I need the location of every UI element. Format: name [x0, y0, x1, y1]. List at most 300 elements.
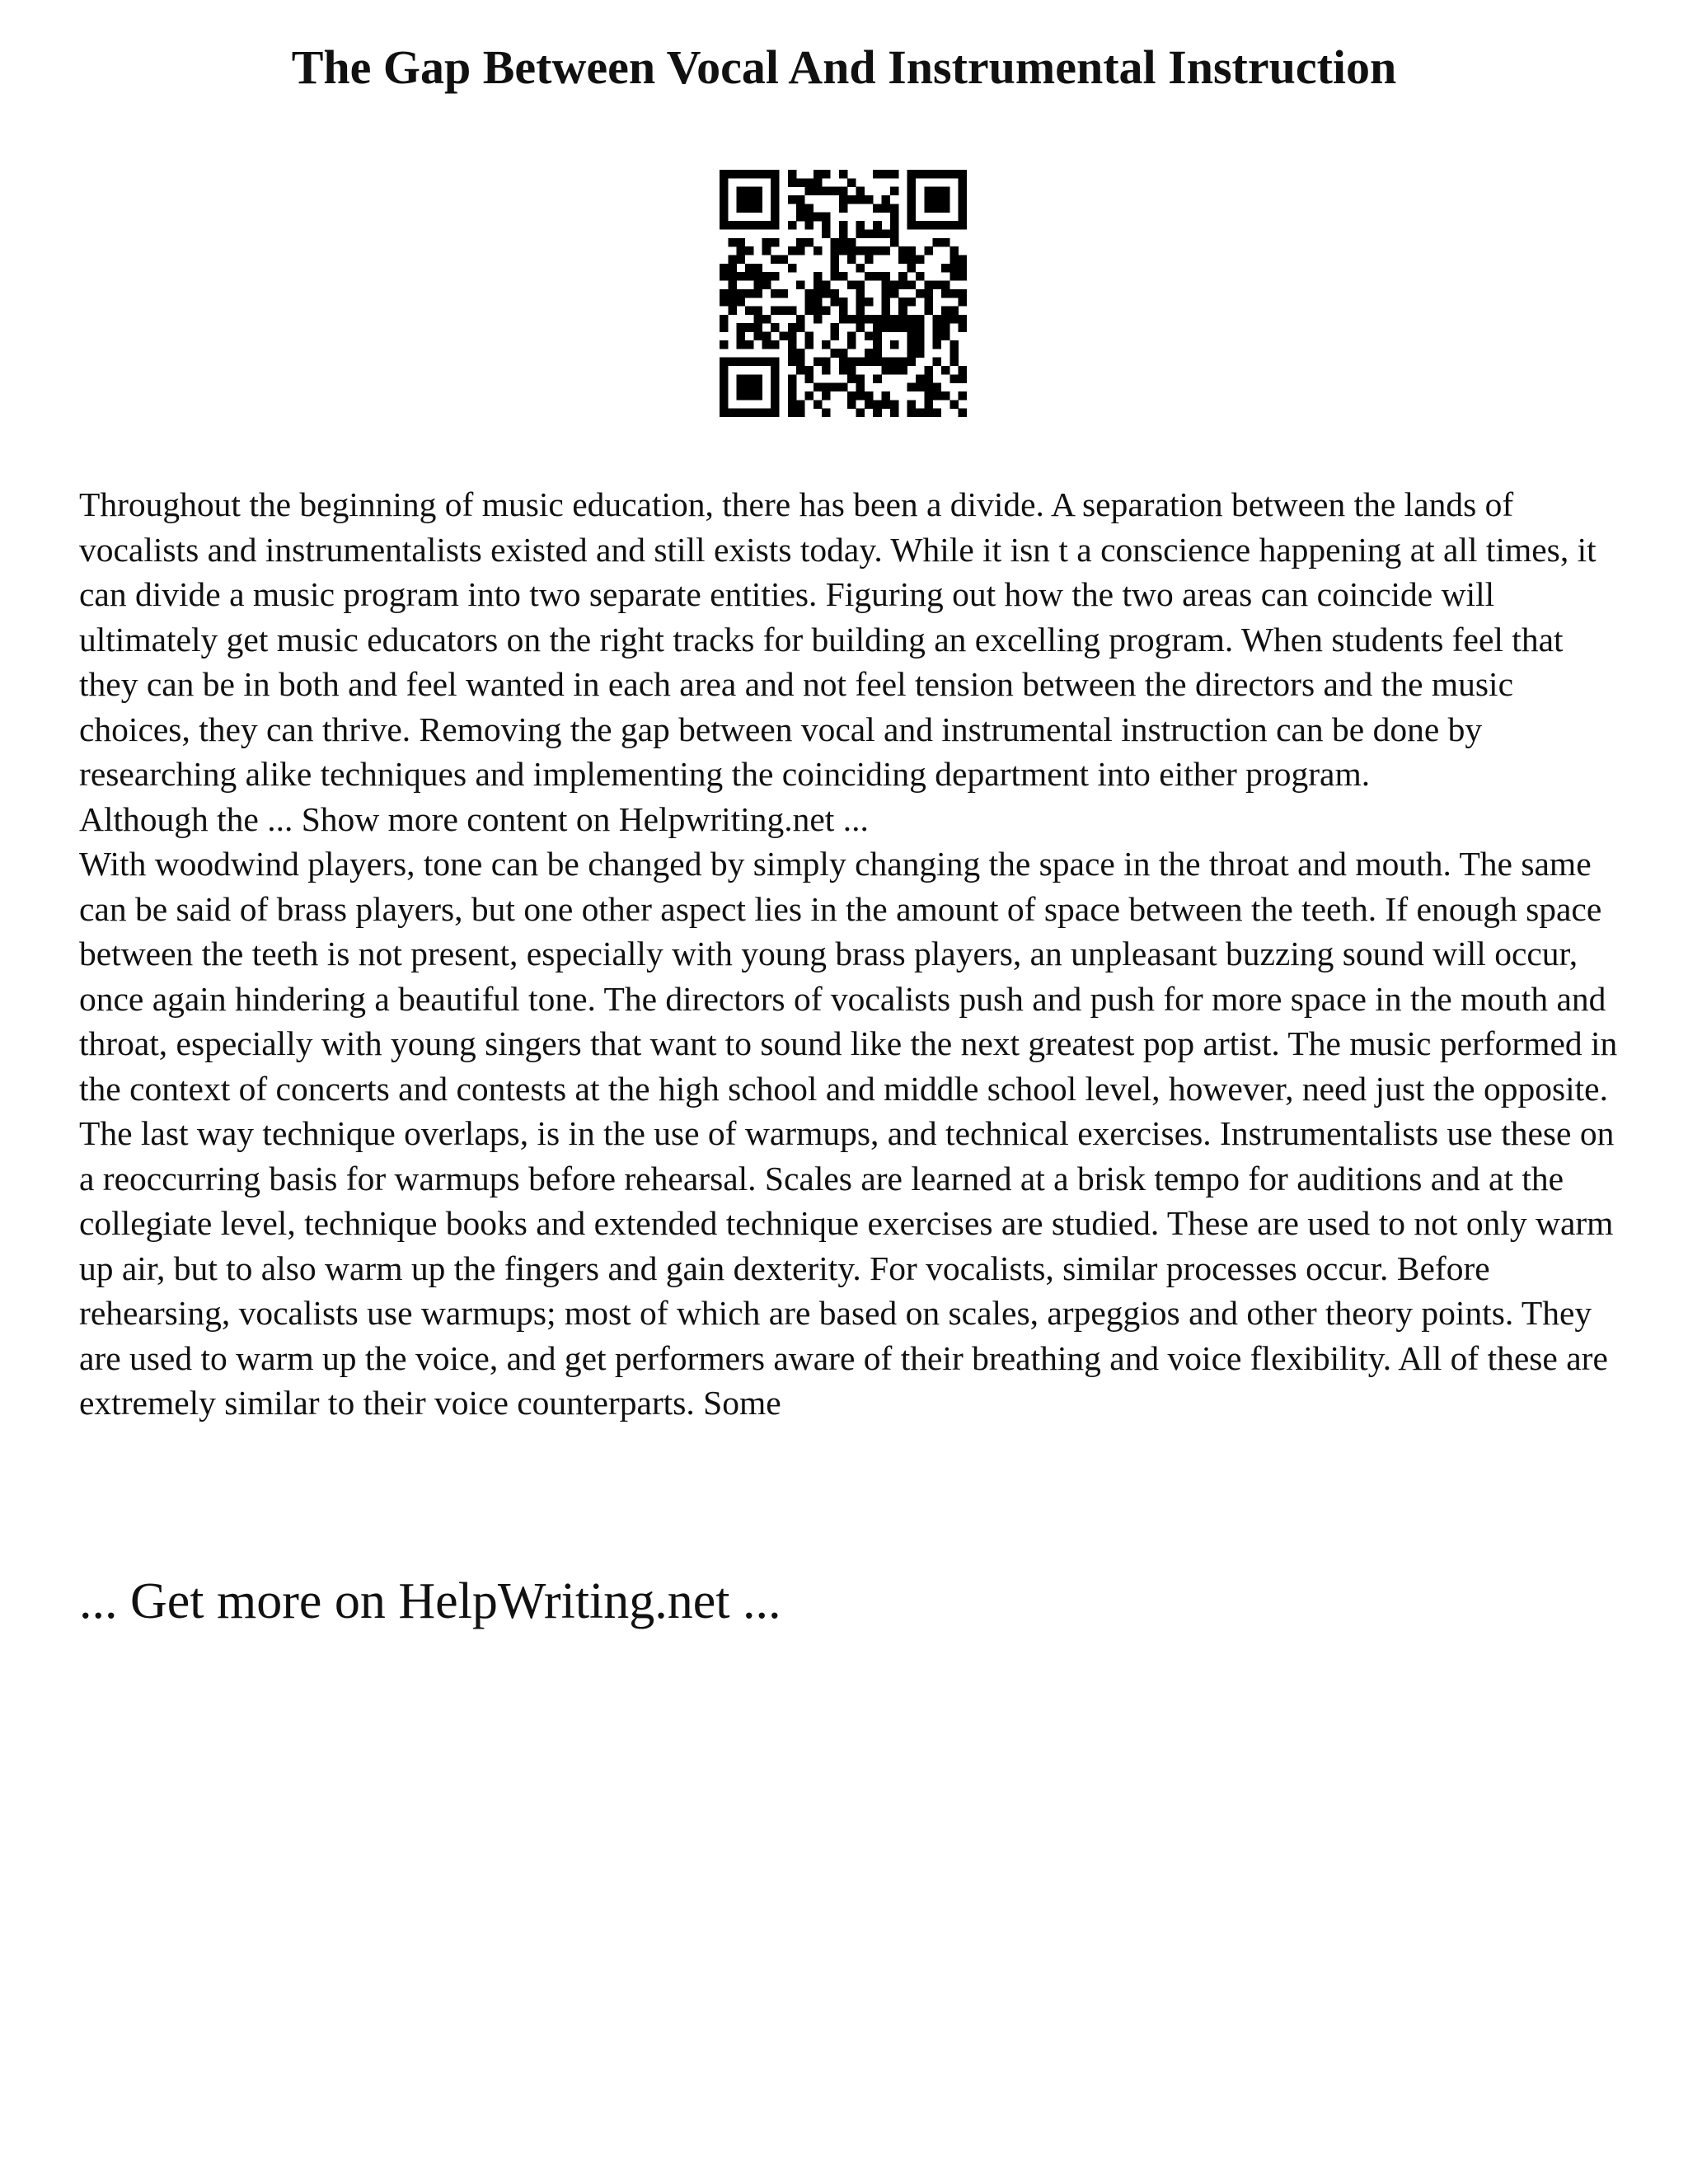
qr-module [771, 400, 780, 409]
qr-module [720, 213, 729, 222]
qr-module [924, 195, 933, 204]
qr-module [737, 195, 746, 204]
qr-module [796, 323, 805, 332]
qr-module [950, 349, 959, 358]
qr-module [890, 409, 899, 417]
qr-module [924, 400, 933, 409]
qr-module [737, 298, 746, 307]
qr-module [959, 255, 967, 264]
get-more-link[interactable]: ... Get more on HelpWriting.net ... [79, 1573, 781, 1629]
qr-module [924, 170, 933, 179]
qr-module [847, 391, 856, 401]
qr-module [720, 178, 729, 187]
qr-module [822, 221, 831, 230]
qr-module [788, 374, 797, 383]
qr-module [728, 289, 737, 298]
qr-module [865, 400, 874, 409]
qr-module [916, 383, 925, 392]
qr-module [804, 307, 814, 316]
qr-module [720, 400, 729, 409]
qr-module [788, 409, 797, 417]
qr-module [753, 332, 762, 341]
qr-module [762, 238, 771, 247]
paragraph-intro: Throughout the beginning of music education, there has been a divide. A separation between the lands of vocalists and instrumentalists existed and still exists today. While it isn t a conscience happening at all times, it can divide a music program into two separate entities. Figuring out how the two areas can coincide will ultimately get music educators on the right tracks for building an excelling program. When students feel that they can be in both and feel wanted in each area and not feel tension between the directors and the music choices, they can thrive. Removing the gap between vocal and instrumental instruction can be done by researching alike techniques and implementing the coinciding department into either program. [79, 485, 1597, 793]
qr-module [830, 238, 839, 247]
qr-module [720, 204, 729, 213]
qr-module [873, 315, 882, 324]
qr-module [737, 358, 746, 367]
qr-module [839, 187, 848, 196]
qr-module [941, 187, 950, 196]
qr-module [737, 255, 746, 264]
qr-module [856, 246, 865, 255]
qr-module [941, 307, 950, 316]
qr-module [890, 340, 899, 349]
qr-module [941, 221, 950, 230]
qr-module [890, 400, 899, 409]
qr-module [762, 170, 771, 179]
qr-module [788, 246, 797, 255]
qr-module [882, 204, 891, 213]
qr-module [924, 366, 933, 375]
qr-module [907, 221, 917, 230]
qr-module [916, 170, 925, 179]
qr-module [788, 332, 797, 341]
qr-module [804, 187, 814, 196]
qr-module [753, 195, 762, 204]
qr-module [950, 264, 959, 273]
qr-module [933, 332, 942, 341]
qr-module [847, 178, 856, 187]
qr-module [950, 221, 959, 230]
qr-module [737, 246, 746, 255]
qr-module [720, 315, 729, 324]
qr-module [745, 391, 754, 401]
qr-module [762, 246, 771, 255]
qr-module [950, 340, 959, 349]
qr-module [898, 315, 907, 324]
qr-module [762, 340, 771, 349]
qr-module [745, 221, 754, 230]
qr-module [950, 272, 959, 281]
qr-module [856, 298, 865, 307]
qr-module [865, 298, 874, 307]
qr-module [830, 187, 839, 196]
qr-module [907, 409, 917, 417]
qr-module [788, 358, 797, 367]
qr-module [771, 374, 780, 383]
qr-module [830, 264, 839, 273]
qr-module [728, 358, 737, 367]
qr-module [737, 221, 746, 230]
qr-module [762, 409, 771, 417]
qr-module [745, 187, 754, 196]
qr-module [804, 374, 814, 383]
qr-module [788, 170, 797, 179]
qr-module [822, 280, 831, 289]
qr-module [950, 170, 959, 179]
qr-module [924, 383, 933, 392]
qr-module [941, 332, 950, 341]
qr-module [924, 280, 933, 289]
qr-module [839, 221, 848, 230]
qr-module [830, 246, 839, 255]
qr-module [822, 307, 831, 316]
qr-module [856, 374, 865, 383]
qr-module [916, 289, 925, 298]
qr-module [847, 238, 856, 247]
qr-module [822, 409, 831, 417]
qr-module [873, 272, 882, 281]
qr-module [924, 307, 933, 316]
qr-module [941, 391, 950, 401]
qr-module [959, 213, 967, 222]
qr-module [907, 400, 917, 409]
qr-module [890, 280, 899, 289]
qr-module [856, 229, 865, 238]
qr-module [873, 323, 882, 332]
qr-module [959, 272, 967, 281]
qr-module [737, 391, 746, 401]
qr-module [796, 366, 805, 375]
qr-module [890, 229, 899, 238]
qr-module [873, 229, 882, 238]
qr-module [959, 187, 967, 196]
qr-module [796, 409, 805, 417]
qr-module [753, 264, 762, 273]
qr-module [916, 349, 925, 358]
qr-module [924, 391, 933, 401]
qr-module [847, 246, 856, 255]
qr-module [941, 315, 950, 324]
qr-module [933, 170, 942, 179]
qr-module [720, 374, 729, 383]
qr-module [847, 332, 856, 341]
qr-module [771, 187, 780, 196]
qr-module [762, 280, 771, 289]
qr-module [814, 383, 823, 392]
qr-module [907, 170, 917, 179]
qr-module [907, 280, 917, 289]
qr-module [890, 170, 899, 179]
qr-module [788, 323, 797, 332]
qr-module [941, 195, 950, 204]
qr-module [890, 187, 899, 196]
qr-module [796, 280, 805, 289]
qr-module [796, 213, 805, 222]
qr-module [771, 289, 780, 298]
qr-module [720, 170, 729, 179]
qr-module [959, 315, 967, 324]
qr-module [898, 246, 907, 255]
qr-module [882, 307, 891, 316]
qr-module [728, 264, 737, 273]
qr-module [737, 238, 746, 247]
qr-module [771, 195, 780, 204]
qr-module [779, 289, 788, 298]
qr-module [907, 383, 917, 392]
qr-module [796, 204, 805, 213]
qr-module [737, 374, 746, 383]
qr-module [924, 409, 933, 417]
qr-module [720, 366, 729, 375]
qr-module [814, 298, 823, 307]
qr-module [771, 213, 780, 222]
qr-module [822, 358, 831, 367]
qr-module [890, 238, 899, 247]
qr-module [873, 170, 882, 179]
qr-module [865, 391, 874, 401]
qr-module [898, 255, 907, 264]
qr-module [865, 349, 874, 358]
qr-module [933, 187, 942, 196]
qr-module [728, 221, 737, 230]
qr-module [788, 264, 797, 273]
qr-module [865, 195, 874, 204]
qr-module [847, 374, 856, 383]
qr-module [830, 332, 839, 341]
qr-module [924, 289, 933, 298]
qr-module [796, 349, 805, 358]
qr-module [898, 298, 907, 307]
qr-module [737, 187, 746, 196]
qr-module [890, 289, 899, 298]
qr-module [788, 391, 797, 401]
qr-module [941, 264, 950, 273]
qr-module [804, 221, 814, 230]
qr-module [890, 323, 899, 332]
qr-module [865, 272, 874, 281]
qr-module [814, 272, 823, 281]
qr-module [745, 195, 754, 204]
qr-module [728, 272, 737, 281]
qr-module [779, 332, 788, 341]
qr-module [745, 170, 754, 179]
qr-module [959, 178, 967, 187]
qr-module [822, 187, 831, 196]
qr-module [847, 195, 856, 204]
qr-module [804, 340, 814, 349]
qr-module [753, 323, 762, 332]
qr-module [898, 323, 907, 332]
qr-module [847, 340, 856, 349]
qr-module [924, 374, 933, 383]
paragraph-warmups: The last way technique overlaps, is in the use of warmups, and technical exercises. Instrumentalists use these on a reoccurring basis for warmups before rehearsal. Scales are learned at a brisk tempo for auditions and at the collegiate level, technique books and extended technique exercises are studied. These are used to not only warm up air, but to also warm up the fingers and gain dexterity. For vocalists, similar processes occur. Before rehearsing, vocalists use warmups; most of which are based on scales, arpeggios and other theory points. They are used to warm up the voice, and get performers aware of their breathing and voice flexibility. All of these are extremely similar to their voice counterparts. Some [79, 1114, 1615, 1422]
qr-code-graphic [720, 170, 967, 417]
qr-module [728, 298, 737, 307]
qr-module [839, 298, 848, 307]
qr-module [839, 307, 848, 316]
qr-module [882, 170, 891, 179]
qr-module [959, 221, 967, 230]
qr-module [839, 246, 848, 255]
qr-module [753, 272, 762, 281]
qr-module [847, 400, 856, 409]
qr-module [814, 400, 823, 409]
show-more-line: Although the ... Show more content on Helpwriting.net ... [79, 799, 869, 838]
qr-module [728, 238, 737, 247]
qr-module [745, 272, 754, 281]
qr-module [830, 298, 839, 307]
qr-module [882, 366, 891, 375]
qr-module [814, 178, 823, 187]
qr-module [933, 409, 942, 417]
qr-module [796, 178, 805, 187]
qr-module [745, 374, 754, 383]
qr-module [882, 323, 891, 332]
qr-module [771, 204, 780, 213]
qr-module [924, 221, 933, 230]
qr-module [933, 391, 942, 401]
qr-module [753, 307, 762, 316]
qr-module [720, 264, 729, 273]
qr-module [916, 374, 925, 383]
qr-module [804, 289, 814, 298]
qr-module [907, 358, 917, 367]
qr-module [916, 221, 925, 230]
qr-module [941, 280, 950, 289]
qr-module [737, 383, 746, 392]
qr-module [737, 323, 746, 332]
qr-module [924, 298, 933, 307]
qr-module [950, 307, 959, 316]
qr-module [771, 340, 780, 349]
qr-module [720, 298, 729, 307]
qr-module [890, 366, 899, 375]
qr-module [796, 195, 805, 204]
qr-module [814, 170, 823, 179]
qr-module [830, 349, 839, 358]
qr-module [839, 366, 848, 375]
qr-module [804, 366, 814, 375]
qr-module [907, 298, 917, 307]
qr-module [856, 383, 865, 392]
qr-module [907, 315, 917, 324]
qr-module [753, 391, 762, 401]
qr-module [753, 315, 762, 324]
qr-module [907, 246, 917, 255]
qr-module [907, 255, 917, 264]
qr-module [916, 255, 925, 264]
qr-module [753, 409, 762, 417]
qr-module [916, 272, 925, 281]
qr-module [865, 255, 874, 264]
qr-module [950, 374, 959, 383]
qr-module [856, 187, 865, 196]
qr-module [753, 383, 762, 392]
qr-module [788, 195, 797, 204]
qr-module [882, 358, 891, 367]
qr-module [950, 358, 959, 367]
qr-module [745, 323, 754, 332]
qr-module [856, 315, 865, 324]
qr-module [728, 307, 737, 316]
qr-module [941, 323, 950, 332]
qr-module [941, 204, 950, 213]
qr-module [941, 238, 950, 247]
qr-module [950, 289, 959, 298]
qr-module [771, 272, 780, 281]
qr-module [907, 323, 917, 332]
qr-module [873, 349, 882, 358]
qr-module [873, 374, 882, 383]
qr-module [753, 280, 762, 289]
qr-module [814, 315, 823, 324]
qr-module [856, 307, 865, 316]
qr-module [771, 221, 780, 230]
qr-module [907, 340, 917, 349]
qr-module [771, 238, 780, 247]
qr-module [737, 204, 746, 213]
qr-module [959, 366, 967, 375]
qr-module [796, 315, 805, 324]
qr-module [873, 340, 882, 349]
qr-module [788, 349, 797, 358]
qr-module [745, 340, 754, 349]
qr-module [933, 358, 942, 367]
qr-module [856, 323, 865, 332]
qr-module [898, 366, 907, 375]
qr-module [822, 391, 831, 401]
qr-module [753, 374, 762, 383]
qr-module [822, 383, 831, 392]
qr-module [873, 246, 882, 255]
qr-module [737, 170, 746, 179]
qr-module [856, 391, 865, 401]
qr-module [720, 187, 729, 196]
qr-module [898, 280, 907, 289]
qr-module [933, 204, 942, 213]
qr-module [865, 315, 874, 324]
qr-module [771, 366, 780, 375]
qr-module [720, 323, 729, 332]
qr-module [873, 332, 882, 341]
qr-module [916, 332, 925, 341]
qr-module [839, 272, 848, 281]
qr-module [728, 255, 737, 264]
qr-module [950, 315, 959, 324]
qr-module [771, 358, 780, 367]
qr-module [898, 358, 907, 367]
qr-module [916, 409, 925, 417]
qr-module [941, 289, 950, 298]
qr-module [907, 332, 917, 341]
qr-module [728, 409, 737, 417]
qr-module [839, 229, 848, 238]
qr-module [771, 323, 780, 332]
qr-module [822, 213, 831, 222]
qr-module [796, 358, 805, 367]
qr-module [728, 280, 737, 289]
qr-module [890, 213, 899, 222]
qr-module [916, 323, 925, 332]
article-body [79, 482, 1629, 1426]
qr-module [959, 323, 967, 332]
qr-module [753, 187, 762, 196]
qr-module [720, 409, 729, 417]
paragraph-tone: With woodwind players, tone can be changed by simply changing the space in the throat and mouth. The same can be said of brass players, but one other aspect lies in the amount of space between the teeth. If enough space between the teeth is not present, especially with young brass players, an unpleasant buzzing sound will occur, once again hindering a beautiful tone. The directors of vocalists push and push for more space in the mouth and throat, especially with young singers that want to sound like the next greatest pop artist. The music performed in the context of concerts and contests at the high school and middle school level, however, need just the opposite. [79, 845, 1618, 1108]
qr-module [830, 272, 839, 281]
qr-module [788, 400, 797, 409]
qr-module [771, 170, 780, 179]
qr-module [873, 204, 882, 213]
page-title: The Gap Between Vocal And Instrumental Instruction [291, 40, 1397, 94]
qr-module [771, 178, 780, 187]
qr-module [890, 315, 899, 324]
qr-module [856, 289, 865, 298]
qr-module [933, 383, 942, 392]
qr-module [814, 289, 823, 298]
